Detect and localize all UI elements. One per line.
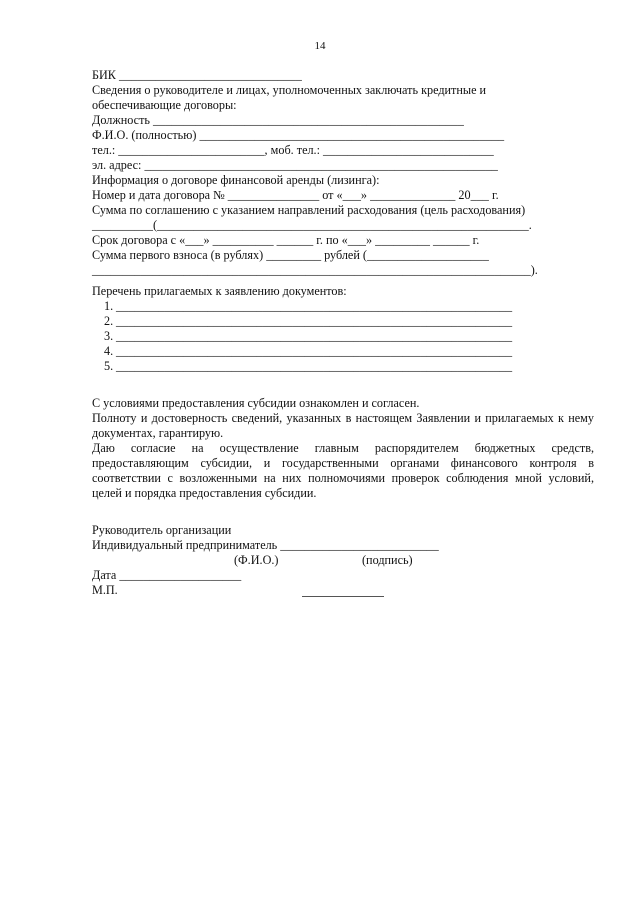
list-item (104, 359, 594, 374)
managers-info-title: Сведения о руководителе и лицах, уполномоченных заключать кредитные и (92, 83, 487, 97)
bik-line: БИК ______________________________ (92, 68, 302, 82)
date-line: Дата ____________________ (92, 568, 242, 582)
managers-info-title-cont: обеспечивающие договоры: (92, 98, 237, 112)
first-payment-words-line: ________________________________________________________________________). (92, 263, 538, 277)
signature-labels (92, 553, 594, 568)
list-item (104, 314, 594, 329)
agreement-sum-blank: __________(_____________________________________________________________. (92, 218, 532, 232)
email-line: эл. адрес: __________________________________________________________ (92, 158, 498, 172)
contract-number-line: Номер и дата договора № _______________ от «___» ______________ 20___ г. (92, 188, 499, 202)
list-item-number: 2. (104, 314, 114, 328)
list-item (104, 344, 594, 359)
leasing-info-title: Информация о договоре финансовой аренды (лизинга): (92, 173, 380, 187)
list-item-blank: _________________________________________________________________ (116, 329, 513, 343)
contract-term-line: Срок договора с «___» __________ ______ г. по «___» _________ ______ г. (92, 233, 480, 247)
end-divider (302, 596, 384, 597)
first-payment-line: Сумма первого взноса (в рублях) _________ рублей (____________________ (92, 248, 489, 262)
list-item-number: 4. (104, 344, 114, 358)
signature-entrepreneur-line: Индивидуальный предприниматель __________________________ (92, 538, 439, 552)
list-item-blank: _________________________________________________________________ (116, 299, 513, 313)
form-body (92, 68, 594, 598)
sign-label: (подпись) (362, 553, 413, 567)
agreement-sum-line: Сумма по соглашению с указанием направлений расходования (цель расходования) (92, 203, 526, 217)
list-item (104, 299, 594, 314)
list-item-blank: _________________________________________________________________ (116, 314, 513, 328)
documents-title: Перечень прилагаемых к заявлению документов: (92, 284, 347, 298)
list-item-blank: _________________________________________________________________ (116, 344, 513, 358)
list-item-blank: _________________________________________________________________ (116, 359, 513, 373)
agreement-consent: С условиями предоставления субсидии ознакомлен и согласен. (92, 396, 420, 410)
agreement-guarantee: Полноту и достоверность сведений, указанных в настоящем Заявлении и прилагаемых к нему документах, гарантирую. (92, 411, 594, 440)
position-line: Должность ___________________________________________________ (92, 113, 464, 127)
agreement-control-consent: Даю согласие на осуществление главным распорядителем бюджетных средств, предоставляющим субсидии, и государственными органами финансового контроля в соответствии с возложенными на них полномочиями проверок соблюдения мной условий, целей и порядка предоставления субсидии. (92, 441, 594, 500)
signature-head-label: Руководитель организации (92, 523, 232, 537)
phone-line: тел.: ________________________, моб. тел.: ____________________________ (92, 143, 494, 157)
fio-label: (Ф.И.О.) (234, 553, 279, 567)
list-item (104, 329, 594, 344)
page-number: 14 (314, 40, 326, 52)
documents-list (104, 299, 594, 374)
list-item-number: 5. (104, 359, 114, 373)
list-item-number: 1. (104, 299, 114, 313)
list-item-number: 3. (104, 329, 114, 343)
stamp-label: М.П. (92, 583, 118, 597)
full-name-line: Ф.И.О. (полностью) __________________________________________________ (92, 128, 505, 142)
